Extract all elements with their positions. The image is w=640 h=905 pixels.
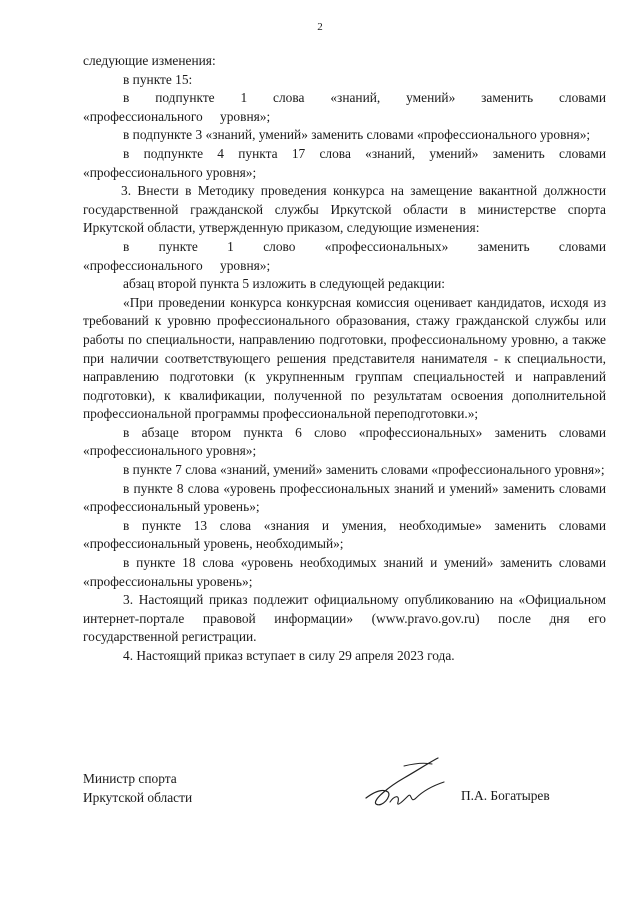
paragraph-8: абзац второй пункта 5 изложить в следующей редакции: [123, 276, 445, 292]
paragraph-13: в пункте 13 слова «знания и умения, необходимые» заменить словами «профессиональный уровень, необходимый»; [83, 517, 606, 552]
page-number: 2 [317, 21, 323, 33]
document-body [83, 52, 606, 666]
paragraph-6: 3. Внести в Методику проведения конкурса на замещение вакантной должности государственной гражданской службы Иркутской области в министерстве спорта Иркутской области, утвержденную приказом, следующие изменения: [83, 183, 606, 236]
paragraph-10: в абзаце втором пункта 6 слово «профессиональных» заменить словами «профессионального уровня»; [83, 424, 606, 459]
paragraph-1: следующие изменения: [83, 53, 216, 68]
handwritten-signature [360, 752, 452, 818]
paragraph-5: в подпункте 4 пункта 17 слова «знаний, умений» заменить словами «профессионального уровня»; [83, 145, 606, 180]
paragraph-2: в пункте 15: [123, 71, 193, 87]
paragraph-4: в подпункте 3 «знаний, умений» заменить словами «профессионального уровня»; [123, 127, 591, 143]
paragraph-16: 4. Настоящий приказ вступает в силу 29 апреля 2023 года. [123, 648, 455, 663]
paragraph-15: 3. Настоящий приказ подлежит официальному опубликованию на «Официальном интернет-портале правовой информации» (www.pravo.gov.ru) после дня его государственной регистрации. [83, 592, 606, 645]
paragraph-11: в пункте 7 слова «знаний, умений» заменить словами «профессионального уровня»; [123, 462, 605, 478]
signer-position-line-1: Министр спорта [83, 771, 177, 786]
paragraph-12: в пункте 8 слова «уровень профессиональных знаний и умений» заменить словами «профессиональный уровень»; [83, 480, 606, 515]
signer-position [83, 770, 192, 807]
paragraph-3: в подпункте 1 слова «знаний, умений» заменить словами «профессионального уровня»; [83, 90, 606, 124]
paragraph-14: в пункте 18 слова «уровень необходимых знаний и умений» заменить словами «профессиональны уровень»; [83, 555, 606, 589]
signer-name: П.А. Богатырев [461, 788, 550, 803]
paragraph-7: в пункте 1 слово «профессиональных» заменить словами «профессионального уровня»; [83, 238, 606, 273]
paragraph-9: «При проведении конкурса конкурсная комиссия оценивает кандидатов, исходя из требований к уровню профессионального образования, стажу гражданской службы или работы по специальности, направлению подготовки, профессиональному уровню, а также при наличии соответствующего решения представителя нанимателя - к специальности, направлению подготовки (к укрупненным группам специальностей и направлений подготовки), к квалификации, полученной по результатам освоения дополнительной профессиональной программы профессиональной переподготовки.»; [83, 294, 606, 422]
signer-position-line-2: Иркутской области [83, 789, 193, 805]
